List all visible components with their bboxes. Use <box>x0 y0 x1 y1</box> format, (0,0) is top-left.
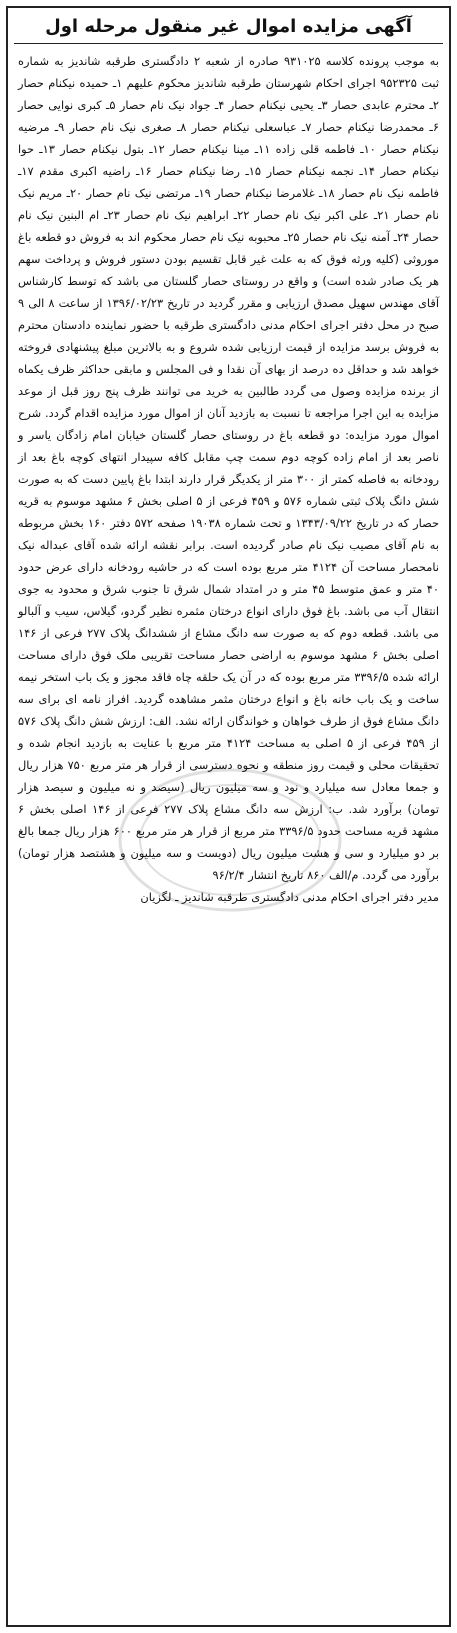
notice-title: آگهی مزایده اموال غیر منقول مرحله اول <box>14 12 443 44</box>
notice-signature: مدیر دفتر اجرای احکام مدنی دادگستری طرقبه شاندیز ـ لگزیان <box>140 890 439 904</box>
notice-body: به موجب پرونده کلاسه ۹۳۱۰۲۵ صادره از شعبه ۲ دادگستری طرقبه شاندیز به شماره ثبت ۹۵۲۳۲۵ اجرای احکام شهرستان طرقبه شاندیز محکوم علیهم ۱ـ حمیده نیکنام حصار ۲ـ محترم عابدی حصار ۳ـ یحیی نیکنام حصار ۴ـ جواد نیک نام حصار ۵ـ کبری نوایی حصار ۶ـ محمدرضا نیکنام حصار ۷ـ عباسعلی نیکنام حصار ۸ـ صغری نیک نام حصار ۹ـ مرضیه نیکنام حصار ۱۰ـ فاطمه قلی زاده ۱۱ـ مینا نیکنام حصار ۱۲ـ بتول نیکنام حصار ۱۳ـ حوا نیکنام حصار ۱۴ـ نجمه نیکنام حصار ۱۵ـ رضا نیکنام حصار ۱۶ـ راضیه اکبری مقدم ۱۷ـ فاطمه نیک نام حصار ۱۸ـ غلامرضا نیکنام حصار ۱۹ـ مرتضی نیک نام حصار ۲۰ـ مریم نیک نام حصار ۲۱ـ علی اکبر نیک نام حصار ۲۲ـ ابراهیم نیک نام حصار ۲۳ـ ام البنین نیک نام حصار ۲۴ـ آمنه نیک نام حصار ۲۵ـ محبوبه نیک نام حصار محکوم اند به فروش دو قطعه باغ موروثی (کلیه ورثه فوق که به علت غیر قابل تقسیم بودن دستور فروش و پرداخت سهم هر یک صادر شده است) و واقع در روستای حصار گلستان می باشد که توسط کارشناس آقای مهندس سهیل مصدق ارزیابی و مقرر گردید در تاریخ ۱۳۹۶/۰۲/۲۳ از ساعت ۸ الی ۹ صبح در محل دفتر اجرای احکام مدنی دادگستری طرقبه با حضور نماینده دادستان محترم به فروش برسد مزایده از قیمت ارزیابی شده شروع و به بالاترین مبلغ پیشنهادی فروخته خواهد شد و حداقل ده درصد از بهای آن نقدا و فی المجلس و مابقی حداکثر ظرف یکماه از برنده مزایده وصول می گردد طالبین به خرید می توانند ظرف پنج روز قبل از موعد مزایده به این اجرا مراجعه تا نسبت به بازدید آنان از اموال مورد مزایده اقدام گردد. شرح اموال مورد مزایده: دو قطعه باغ در روستای حصار گلستان خیابان امام زادگان یاسر و ناصر بعد از امام زاده کوچه دوم سمت چپ مقابل کافه سپیدار انتهای کوچه باغ بعد از رودخانه به فاصله کمتر از ۳۰۰ متر از یکدیگر قرار دارند ابتدا باغ پایین دست که به صورت شش دانگ پلاک ثبتی شماره ۵۷۶ و ۴۵۹ فرعی از ۵ اصلی بخش ۶ مشهد موسوم به قریه حصار که در تاریخ ۱۳۴۳/۰۹/۲۲ و تحت شماره ۱۹۰۳۸ صفحه ۵۷۲ دفتر ۱۶۰ بخش مربوطه به نام آقای مصیب نیک نام صادر گردیده است. برابر نقشه ارائه شده آقای عبداله نیک نامحصار مساحت آن ۴۱۲۴ متر مربع بوده است که در حاشیه رودخانه دارای عرض حدود ۴۰ متر و عمق متوسط ۴۵ متر و در امتداد شمال شرق تا جنوب شرق و محدود به جوی انتقال آب می باشد. باغ فوق دارای انواع درختان مثمره نظیر گردو، گیلاس، سیب و آلبالو می باشد. قطعه دوم که به صورت سه دانگ مشاع از ششدانگ پلاک ۲۷۷ فرعی از ۱۴۶ اصلی بخش ۶ مشهد موسوم به اراضی حصار مساحت تقریبی ملک فوق دارای مساحت ارائه شده ۳۳۹۶/۵ متر مربع بوده که در آن یک حلقه چاه فاقد مجوز و یک باب استخر نیمه ساخت و یک باب خانه باغ و انواع درختان مثمر مشاهده گردید. افراز نامه ای برای سه دانگ مشاع فوق از طرف خواهان و خواندگان ارائه نشد. الف: ارزش شش دانگ پلاک ۵۷۶ از ۴۵۹ فرعی از ۵ اصلی به مساحت ۴۱۲۴ متر مربع با عنایت به بازدید انجام شده و تحقیقات محلی و قیمت روز منطقه و نحوه دسترسی از قرار هر متر مربع ۷۵۰ هزار ریال و جمعا معادل سه میلیارد و نود و سه میلیون ریال (سیصد و نه میلیون و سیصد هزار تومان) برآورد شد. ب: ارزش سه دانگ مشاع پلاک ۲۷۷ فرعی از ۱۴۶ اصلی بخش ۶ مشهد قریه مساحت حدود ۳۳۹۶/۵ متر مربع از قرار هر متر مربع ۶۰۰ هزار ریال جمعا بالغ بر دو میلیارد و سی و هشت میلیون ریال (دویست و سه میلیون و هشتصد هزار تومان) برآورد می گردد. م/الف ۸۶۰ تاریخ انتشار ۹۶/۲/۴ <box>14 54 440 882</box>
notice-frame <box>6 6 451 1627</box>
